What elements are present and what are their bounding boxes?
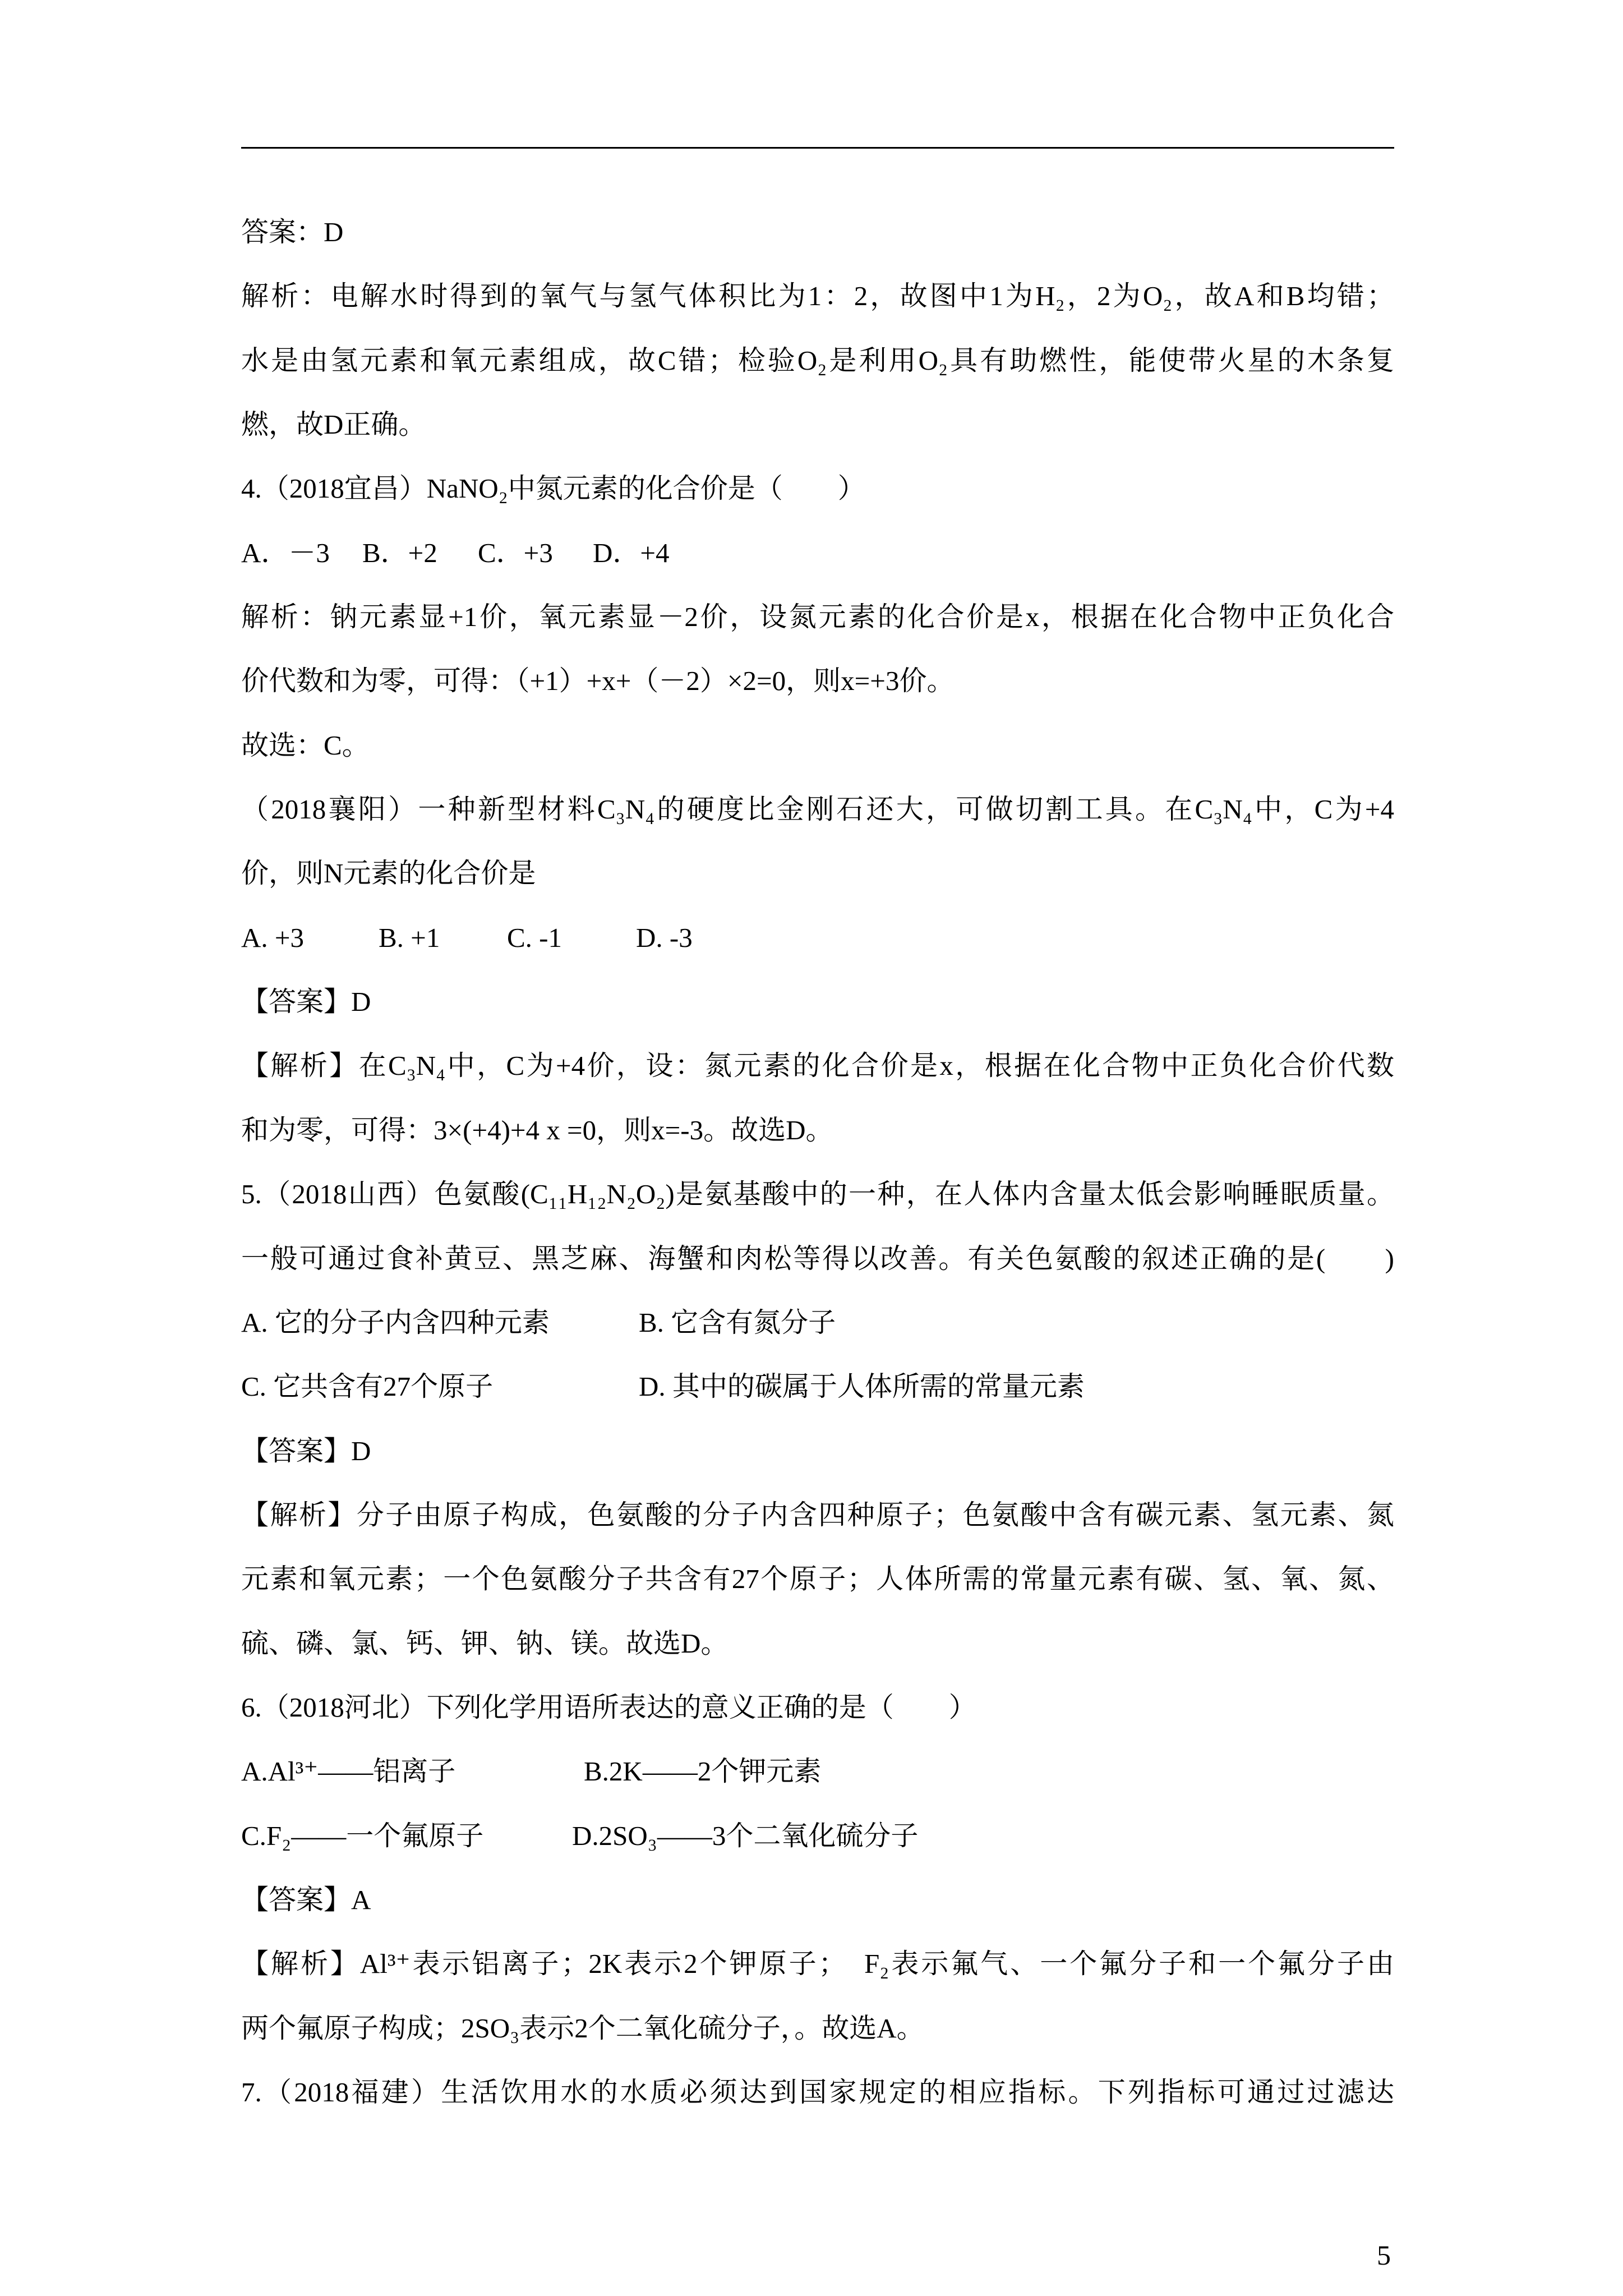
- q6-answer: 【答案】A: [241, 1884, 371, 1915]
- q4-option-c: C．+3: [478, 537, 553, 568]
- xiangyang-option-c: C. -1: [507, 922, 562, 953]
- q3-analysis-line: 解析：电解水时得到的氧气与氢气体积比为1：2，故图中1为H₂，2为O₂，故A和B均错；: [241, 280, 1394, 312]
- q3-analysis-line: 燃，故D正确。: [241, 409, 426, 440]
- xiangyang-answer: 【答案】D: [241, 986, 371, 1018]
- page-content: [241, 200, 1394, 2124]
- q4-analysis-line: 价代数和为零，可得：（+1）+x+（－2）×2=0，则x=+3价。: [241, 665, 955, 697]
- q3-analysis-line: 水是由氢元素和氧元素组成，故C错；检验O₂是利用O₂具有助燃性，能使带火星的木条复: [241, 344, 1394, 376]
- q5-answer: 【答案】D: [241, 1435, 371, 1466]
- q5-option-b: B. 它含有氮分子: [639, 1306, 836, 1338]
- q5-options-row: [241, 1291, 1394, 1355]
- q4-conclusion: 故选：C。: [241, 729, 370, 761]
- q6-analysis-line: 两个氟原子构成；2SO₃表示2个二氧化硫分子，。故选A。: [241, 2012, 924, 2044]
- q3-answer: 答案：D: [241, 217, 344, 247]
- q4-analysis-line: 解析：钠元素显+1价，氧元素显－2价，设氮元素的化合价是x，根据在化合物中正负化合: [241, 601, 1394, 633]
- xiangyang-option-d: D. -3: [636, 922, 693, 953]
- q5-analysis-line: 硫、磷、氯、钙、钾、钠、镁。故选D。: [241, 1627, 728, 1659]
- xiangyang-option-b: B. +1: [379, 922, 440, 953]
- q4-option-b: B．+2: [362, 537, 437, 568]
- q5-analysis-line: 元素和氧元素；一个色氨酸分子共含有27个原子；人体所需的常量元素有碳、氢、氧、氮、: [241, 1563, 1394, 1595]
- q7-stem-line: 7.（2018福建）生活饮用水的水质必须达到国家规定的相应指标。下列指标可通过过滤达: [241, 2076, 1394, 2108]
- xiangyang-options: [241, 906, 1394, 970]
- q6-option-c: C.F₂——一个氟原子: [241, 1820, 484, 1851]
- q4-stem: 4.（2018宜昌）NaNO₂中氮元素的化合价是（ ）: [241, 473, 865, 504]
- q5-stem-line: 5.（2018山西）色氨酸(C₁₁H₁₂N₂O₂)是氨基酸中的一种，在人体内含量太低会影响睡眠质量。: [241, 1179, 1394, 1210]
- q5-option-a: A. 它的分子内含四种元素: [241, 1306, 550, 1338]
- q5-analysis-line: 【解析】分子由原子构成，色氨酸的分子内含四种原子；色氨酸中含有碳元素、氢元素、氮: [241, 1499, 1394, 1530]
- xiangyang-stem-line: 价，则N元素的化合价是: [241, 858, 536, 889]
- q6-stem: 6.（2018河北）下列化学用语所表达的意义正确的是（ ）: [241, 1691, 976, 1723]
- q5-stem-line: 一般可通过食补黄豆、黑芝麻、海蟹和肉松等得以改善。有关色氨酸的叙述正确的是( ): [241, 1243, 1394, 1274]
- xiangyang-stem-line: （2018襄阳）一种新型材料C₃N₄的硬度比金刚石还大，可做切割工具。在C₃N₄中，C为+4: [241, 794, 1394, 825]
- q6-options-row: [241, 1804, 1394, 1868]
- header-rule: [241, 147, 1394, 149]
- q6-option-b: B.2K——2个钾元素: [584, 1756, 822, 1787]
- xiangyang-analysis-line: 和为零，可得：3×(+4)+4 x =0，则x=-3。故选D。: [241, 1114, 833, 1145]
- q4-options: [241, 521, 1394, 585]
- xiangyang-analysis-line: 【解析】在C₃N₄中，C为+4价，设：氮元素的化合价是x，根据在化合物中正负化合价代数: [241, 1050, 1394, 1082]
- q6-option-a: A.Al³⁺——铝离子: [241, 1756, 456, 1787]
- xiangyang-option-a: A. +3: [241, 922, 305, 953]
- q4-option-a: A．－3: [241, 537, 330, 568]
- q6-option-d: D.2SO₃——3个二氧化硫分子: [572, 1820, 919, 1851]
- q5-option-c: C. 它共含有27个原子: [241, 1371, 494, 1402]
- q6-options-row: [241, 1740, 1394, 1803]
- q4-option-d: D．+4: [593, 537, 670, 568]
- q6-analysis-line: 【解析】Al³⁺表示铝离子；2K表示2个钾原子； F₂表示氟气、一个氟分子和一个氟分子由: [241, 1948, 1394, 1980]
- page-number: 5: [1377, 2239, 1391, 2271]
- q5-option-d: D. 其中的碳属于人体所需的常量元素: [639, 1371, 1085, 1402]
- q5-options-row: [241, 1355, 1394, 1419]
